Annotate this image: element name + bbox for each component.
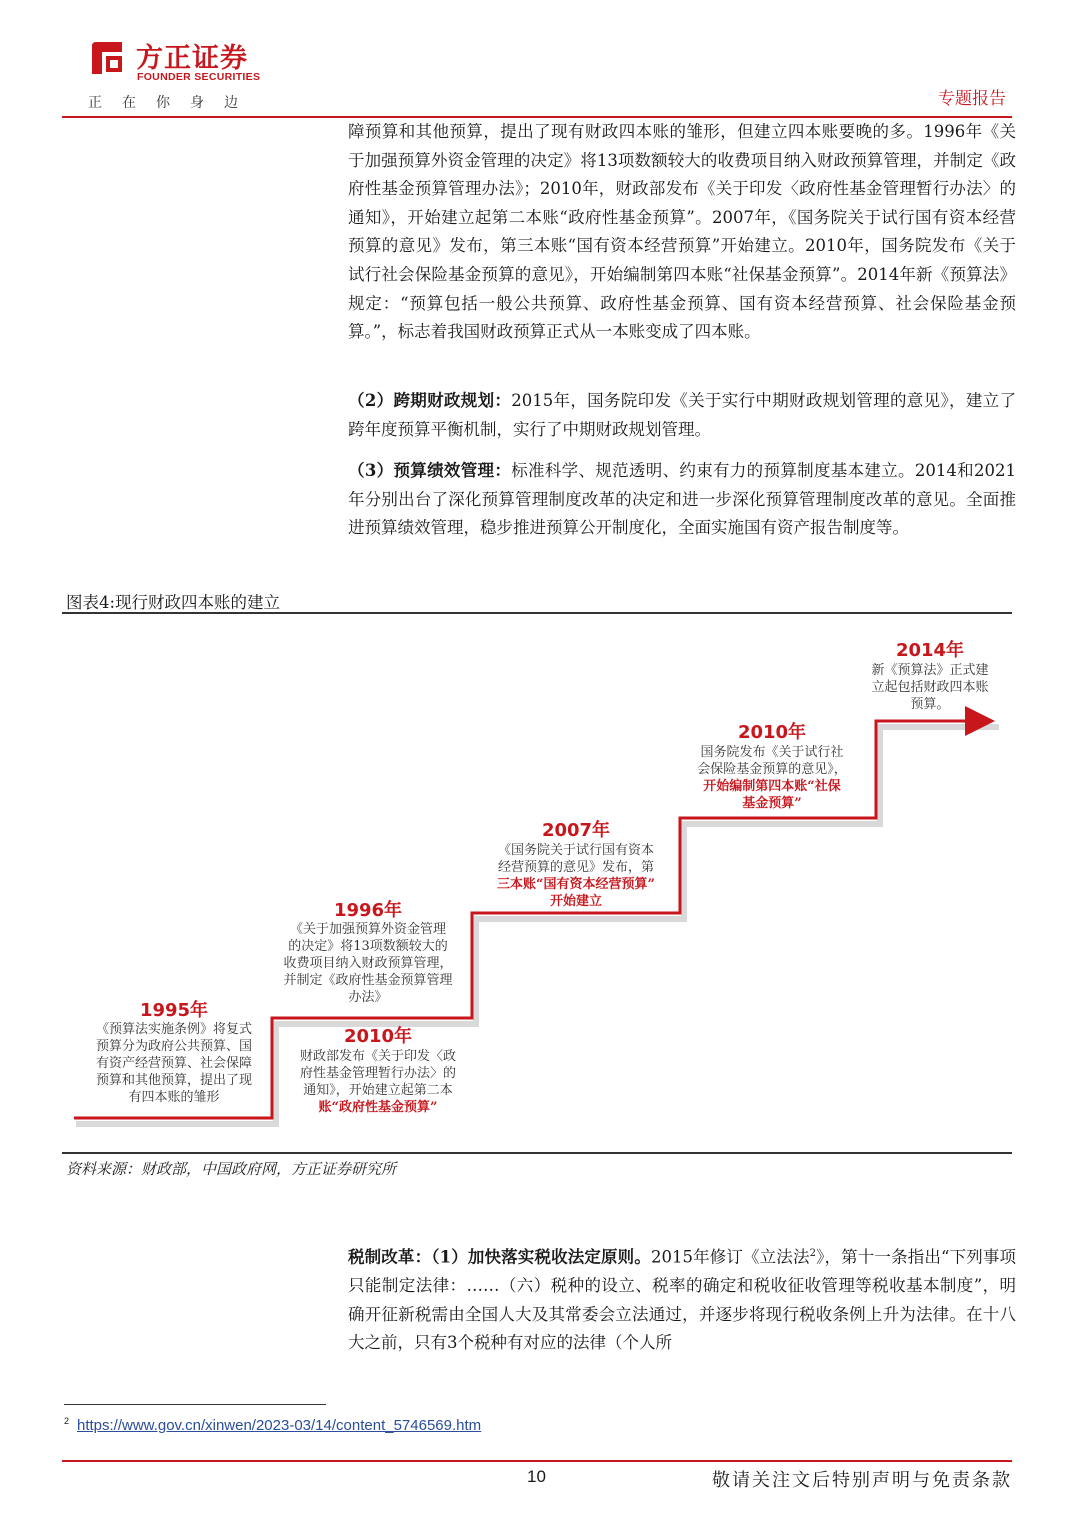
footnote-link[interactable]: https://www.gov.cn/xinwen/2023-03/14/content_5746569.htm <box>77 1417 482 1434</box>
timeline-step-1995 <box>96 999 252 1105</box>
figure-title: 图表4:现行财政四本账的建立 <box>66 593 281 612</box>
step-desc-line: 账“政府性基金预算” <box>318 1100 438 1115</box>
paragraph-text: 2015年，国务院印发《关于实行中期财政规划管理的意见》，建立了跨年度预算平衡机制，实行了中期财政规划管理。 <box>348 391 1016 439</box>
footer-disclaimer: 敬请关注文后特别声明与免责条款 <box>712 1470 1012 1491</box>
step-desc-line: 通知》，开始建立起第二本 <box>303 1083 453 1098</box>
step-desc-line: 三本账“国有资本经营预算” <box>497 877 655 892</box>
step-year: 1995年 <box>139 1000 209 1021</box>
step-desc-line: 办法》 <box>348 990 388 1005</box>
footnote-divider <box>64 1404 326 1405</box>
timeline-step-2010-gov-fund <box>300 1025 456 1115</box>
paragraph-text: 2015年修订《立法法 <box>650 1247 810 1267</box>
step-desc-line: 有四本账的雏形 <box>128 1090 220 1105</box>
paragraph-performance-management <box>348 457 1016 543</box>
footnote-ref[interactable]: 2 <box>809 1248 816 1259</box>
step-desc-line: 《关于加强预算外资金管理 <box>289 922 447 937</box>
step-desc-line: 立起包括财政四本账 <box>871 680 989 695</box>
report-type: 专题报告 <box>938 89 1006 109</box>
paragraph-text: 障预算和其他预算，提出了现有财政四本账的雏形，但建立四本账要晚的多。1996年《关于加强预算外资金管理的决定》将13项数额较大的收费项目纳入财政预算管理，并制定《政府性基金预算管理办法》；2010年，财政部发布《关于印发〈政府性基金管理暂行办法〉的通知》，开始建立起第二本账“政府性基金预算”。2007年，《国务院关于试行国有资本经营预算的意见》发布，第三本账“国有资本经营预算”开始建立。2010年，国务院发布《关于试行社会保险基金预算的意见》，开始编制第四本账“社保基金预算”。2014年新《预算法》规定：“预算包括一般公共预算、政府性基金预算、国有资本经营预算、社会保险基金预算。”，标志着我国财政预算正式从一本账变成了四本账。 <box>348 122 1016 342</box>
step-desc-line: 经营预算的意见》发布，第 <box>497 860 655 875</box>
timeline-step-2014 <box>871 639 988 712</box>
step-year: 2010年 <box>343 1026 413 1047</box>
page-number: 10 <box>527 1467 546 1486</box>
founder-logo-icon <box>88 38 128 78</box>
step-desc-line: 基金预算” <box>742 796 802 811</box>
step-desc-line: 会保险基金预算的意见》， <box>697 762 847 777</box>
step-desc-line: 开始建立 <box>549 894 603 909</box>
step-desc-line: 新《预算法》正式建 <box>871 663 989 678</box>
step-desc-line: 开始编制第四本账“社保 <box>703 779 841 794</box>
step-desc-line: 《国务院关于试行国有资本 <box>497 843 655 858</box>
paragraph-budget-history <box>348 118 1016 347</box>
timeline-step-2010-social-insurance <box>697 721 847 811</box>
step-desc-line: 预算和其他预算，提出了现 <box>95 1073 253 1088</box>
timeline-step-1996 <box>283 899 452 1005</box>
step-year: 2007年 <box>541 820 611 841</box>
paragraph-heading: （2）跨期财政规划： <box>348 391 512 410</box>
paragraph-text: 》，第十一条指出“下列事项只能制定法律：……（六）税种的设立、税率的确定和税收征收管理等税收基本制度”，明确开征新税需由全国人大及其常委会立法通过，并逐步将现行税收条例上升为法律。在十八大之前，只有3个税种有对应的法律（个人所 <box>348 1247 1017 1353</box>
footnote-mark: 2 <box>64 1416 70 1426</box>
step-desc-line: 收费项目纳入财政预算管理， <box>283 956 453 971</box>
slogan: 正在你身边 <box>88 95 258 111</box>
paragraph-cross-period-planning <box>348 387 1016 444</box>
paragraph-tax-reform <box>348 1240 1016 1358</box>
step-year: 2010年 <box>737 722 807 743</box>
step-desc-line: 国务院发布《关于试行社 <box>700 745 844 760</box>
figure-source: 资料来源：财政部，中国政府网，方正证券研究所 <box>66 1160 397 1178</box>
paragraph-text: 标准科学、规范透明、约束有力的预算制度基本建立。2014和2021年分别出台了深化预算管理制度改革的决定和进一步深化预算管理制度改革的意见。全面推进预算绩效管理，稳步推进预算公开制度化，全面实施国有资产报告制度等。 <box>348 461 1016 538</box>
paragraph-heading: （3）预算绩效管理： <box>348 461 512 480</box>
step-year: 1996年 <box>333 900 403 921</box>
step-desc-line: 预算分为政府公共预算、国 <box>95 1039 253 1054</box>
timeline-step-2007 <box>497 819 655 909</box>
figure-bottom-rule <box>62 1152 1012 1154</box>
step-desc-line: 财政部发布《关于印发〈政 <box>299 1049 457 1064</box>
step-desc-line: 预算。 <box>910 697 950 712</box>
timeline-staircase-diagram <box>62 616 1012 1146</box>
step-desc-line: 府性基金管理暂行办法〉的 <box>299 1066 457 1081</box>
step-desc-line: 并制定《政府性基金预算管理 <box>283 973 453 988</box>
footer-divider <box>62 1460 1012 1462</box>
step-year: 2014年 <box>895 640 965 661</box>
brand-name-en: FOUNDER SECURITIES <box>137 71 261 83</box>
step-desc-line: 有资产经营预算、社会保障 <box>95 1056 253 1071</box>
figure-top-rule <box>62 612 1012 614</box>
step-desc-line: 《预算法实施条例》将复式 <box>95 1022 253 1037</box>
step-desc-line: 的决定》将13项数额较大的 <box>288 939 448 954</box>
paragraph-heading: 税制改革：（1）加快落实税收法定原则。 <box>348 1247 651 1267</box>
brand-name-cn: 方正证券 <box>136 43 248 74</box>
